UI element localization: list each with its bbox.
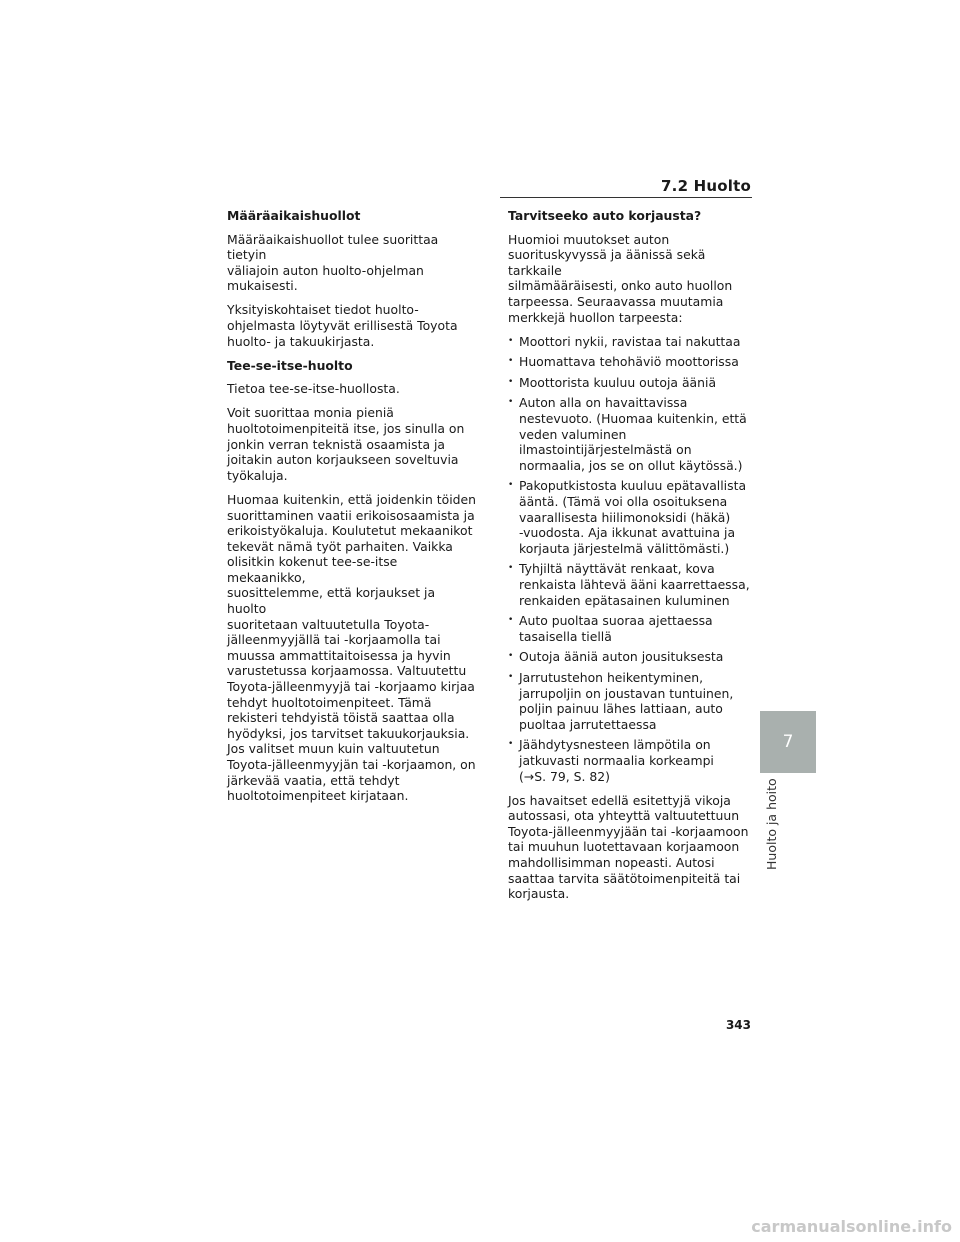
paragraph: Määräaikaishuollot tulee suorittaa tietyin väliajoin auton huolto-ohjelman mukaisesti. (227, 231, 439, 294)
list-item: • Tyhjiltä näyttävät renkaat, kova renkaista lähtevä ääni kaarrettaessa, renkaiden epätasainen kuluminen (508, 561, 752, 608)
heading-scheduled-maintenance: Määräaikaishuollot (227, 208, 361, 223)
symptom-list (508, 334, 752, 784)
watermark: carmanualsonline.info (751, 1217, 952, 1236)
paragraph-closing: Jos havaitset edellä esitettyjä vikoja autossasi, ota yhteyttä valtuutettuun Toyota-jälleenmyyjään tai -korjaamoon tai muuhun luotettavaan korjaamoon mahdollisimman nopeasti. Autosi saattaa tarvita säätötoimenpiteitä tai korjausta. (508, 792, 749, 902)
header-rule (500, 197, 752, 198)
chapter-number: 7 (782, 732, 794, 752)
left-column (227, 208, 477, 812)
paragraph: Tietoa tee-se-itse-huollosta. (227, 381, 400, 397)
list-item: • Auton alla on havaittavissa nestevuoto. (Huomaa kuitenkin, että veden valuminen ilmastointijärjestelmästä on normaalia, jos se on ollut käytössä.) (508, 395, 752, 473)
paragraph: Huomaa kuitenkin, että joidenkin töiden suorittaminen vaatii erikoisosaamista ja erikoistyökaluja. Koulutetut mekaanikot tekevät nämä työt parhaiten. Vaikka olisitkin kokenut tee-se-itse mekaanikko, suosittelemme, että korjaukset ja huolto suoritetaan valtuutetulla Toyota- jälleenmyyjällä tai -korjaamolla tai muussa ammattitaitoisessa ja hyvin varustetussa korjaamossa. Valtuutettu Toyota-jälleenmyyjä tai -korjaamo kirjaa tehdyt huoltotoimenpiteet. Tämä rekisteri tehdyistä töistä saattaa olla hyödyksi, jos tarvitset takuukorjauksia. Jos valitset muun kuin valtuutetun Toyota-jälleenmyyjän tai -korjaamon, on järkevää vaatia, että tehdyt huoltotoimenpiteet kirjataan. (227, 491, 477, 804)
right-column (508, 208, 752, 910)
list-item: • Moottori nykii, ravistaa tai nakuttaa (508, 334, 752, 350)
heading-diy-maintenance: Tee-se-itse-huolto (227, 357, 353, 373)
list-item: • Pakoputkistosta kuuluu epätavallista ääntä. (Tämä voi olla osoituksena vaarallisesta hiilimonoksidi (häkä) -vuodosta. Aja ikkunat avattuina ja korjauta järjestelmä välittömästi.) (508, 478, 752, 556)
paragraph: Voit suorittaa monia pieniä huoltotoimenpiteitä itse, jos sinulla on jonkin verran teknistä osaamista ja joitakin auton korjaukseen soveltuvia työkaluja. (227, 405, 465, 483)
list-item: • Outoja ääniä auton jousituksesta (508, 649, 752, 665)
list-item: • Jarrutustehon heikentyminen, jarrupoljin on joustavan tuntuinen, poljin painuu lähes lattiaan, auto puoltaa jarrutettaessa (508, 670, 752, 732)
list-item: • Moottorista kuuluu outoja ääniä (508, 375, 752, 391)
list-item: • Jäähdytysnesteen lämpötila on jatkuvasti normaalia korkeampi (→S. 79, S. 82) (508, 737, 752, 784)
chapter-label: Huolto ja hoito (764, 778, 779, 870)
paragraph-intro: Huomioi muutokset auton suorituskyvyssä ja äänissä sekä tarkkaile silmämääräisesti, onko auto huollon tarpeessa. Seuraavassa muutamia merkkejä huollon tarpeesta: (508, 231, 733, 325)
heading-repair-needed: Tarvitseeko auto korjausta? (508, 208, 702, 223)
page-number: 343 (725, 1018, 751, 1032)
list-item: • Huomattava tehohäviö moottorissa (508, 354, 752, 370)
paragraph: Yksityiskohtaiset tiedot huolto- ohjelmasta löytyvät erillisestä Toyota huolto- ja takuukirjasta. (227, 302, 458, 349)
chapter-tab (760, 711, 816, 773)
section-header-title: 7.2 Huolto (661, 177, 751, 195)
list-item: • Auto puoltaa suoraa ajettaessa tasaisella tiellä (508, 613, 752, 644)
